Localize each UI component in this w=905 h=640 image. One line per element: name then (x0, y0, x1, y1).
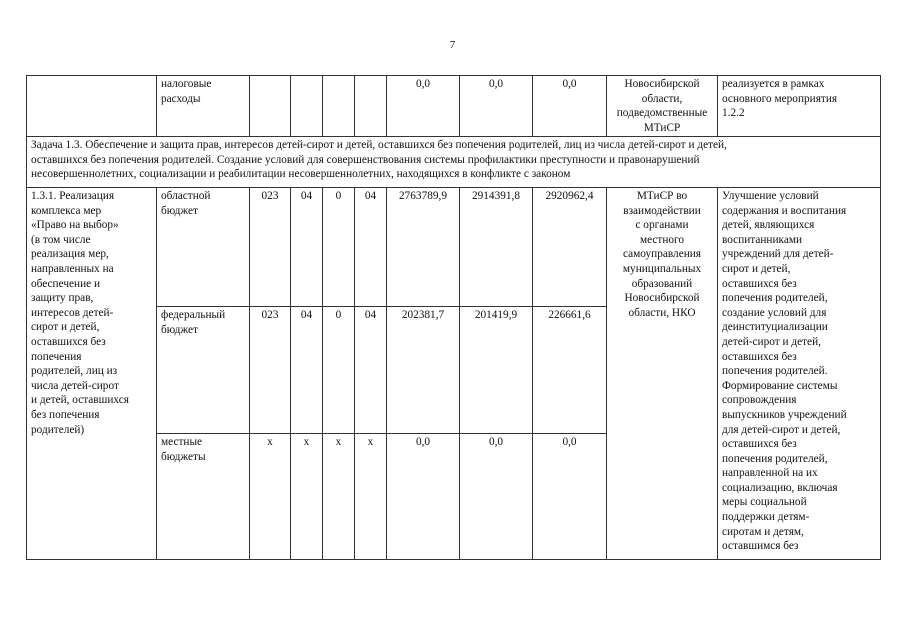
funding-source-cell: федеральный бюджет (157, 307, 250, 434)
result-cell: Улучшение условий содержания и воспитания детей, являющихся воспитанниками учреждений для детей- сирот и детей, оставшихся без попечения родителей, создание условий для деинституциализации детей-сирот и детей, оставшихся без попечения родителей. Формирование системы сопровождения выпускников учреждений для детей-сирот и детей, оставшихся без попечения родителей, направленной на их социализацию, включая меры социальной поддержки детям- сиротам и детям, оставшимся без (718, 188, 881, 560)
code-cell: 04 (291, 307, 323, 434)
code-cell: 023 (250, 307, 291, 434)
value-cell-year-1: 202381,7 (387, 307, 460, 434)
value-cell-year-2: 0,0 (460, 434, 533, 560)
code-cell (355, 76, 387, 137)
table-row-tax-expenditures (27, 76, 881, 137)
value-cell-year-3: 0,0 (533, 76, 607, 137)
task-heading: Задача 1.3. Обеспечение и защита прав, интересов детей-сирот и детей, оставшихся без попечения родителей, лиц из числа детей-сирот и детей, оставшихся без попечения родителей. Создание условий для совершенствования системы профилактики преступности и правонарушений несовершеннолетних, социализации и реабилитации несовершеннолетних, находящихся в конфликте с законом (27, 137, 881, 188)
page-number: 7 (449, 39, 456, 51)
value-cell-year-1: 2763789,9 (387, 188, 460, 307)
code-cell (250, 76, 291, 137)
value-cell-year-1: 0,0 (387, 76, 460, 137)
table-row-regional-budget (27, 188, 881, 307)
measure-name-cell: 1.3.1. Реализация комплекса мер «Право на выбор» (в том числе реализация мер, направленных на обеспечение и защиту прав, интересов детей- сирот и детей, оставшихся без попечения родителей, лиц из числа детей-сирот и детей, оставшихся без попечения родителей) (27, 188, 157, 560)
funding-source-cell: областной бюджет (157, 188, 250, 307)
code-cell (323, 76, 355, 137)
code-cell: х (250, 434, 291, 560)
executor-cell: МТиСР во взаимодействии с органами местного самоуправления муниципальных образований Новосибирской области, НКО (607, 188, 718, 560)
code-cell: х (355, 434, 387, 560)
value-cell-year-3: 0,0 (533, 434, 607, 560)
code-cell: 023 (250, 188, 291, 307)
result-cell: реализуется в рамках основного мероприятия 1.2.2 (718, 76, 881, 137)
funding-source-cell: местные бюджеты (157, 434, 250, 560)
value-cell-year-3: 226661,6 (533, 307, 607, 434)
code-cell: 04 (355, 188, 387, 307)
measure-name-cell (27, 76, 157, 137)
table-row-task (27, 137, 881, 188)
funding-source-cell: налоговые расходы (157, 76, 250, 137)
value-cell-year-2: 2914391,8 (460, 188, 533, 307)
code-cell: 0 (323, 307, 355, 434)
code-cell: х (291, 434, 323, 560)
code-cell: 0 (323, 188, 355, 307)
program-measures-table (26, 75, 881, 560)
code-cell: х (323, 434, 355, 560)
code-cell: 04 (355, 307, 387, 434)
code-cell (291, 76, 323, 137)
code-cell: 04 (291, 188, 323, 307)
value-cell-year-2: 0,0 (460, 76, 533, 137)
executor-cell: Новосибирской области, подведомственные МТиСР (607, 76, 718, 137)
value-cell-year-3: 2920962,4 (533, 188, 607, 307)
value-cell-year-1: 0,0 (387, 434, 460, 560)
value-cell-year-2: 201419,9 (460, 307, 533, 434)
